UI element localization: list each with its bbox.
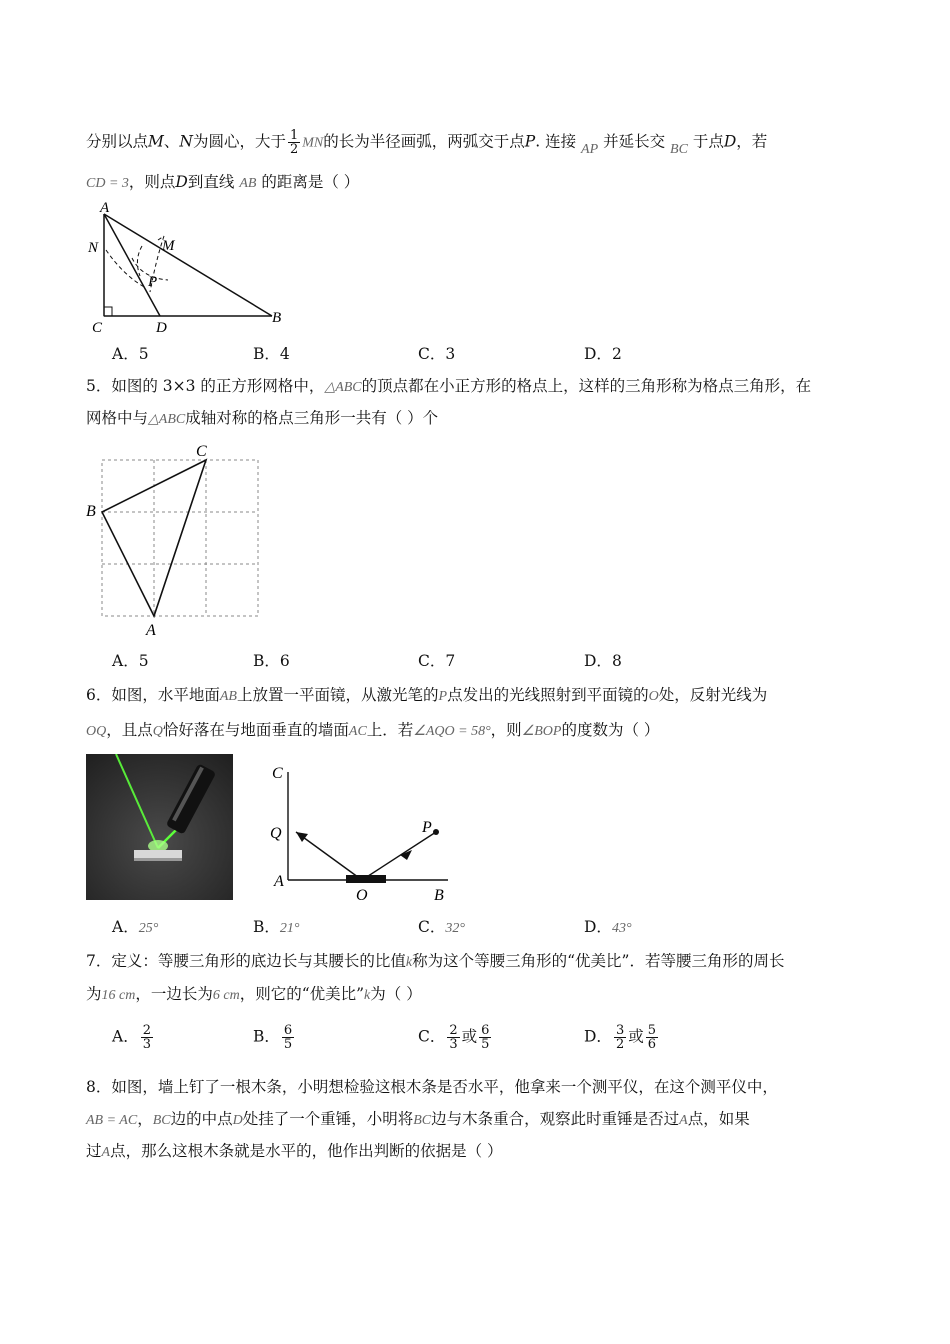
q6-reflection-diagram bbox=[266, 754, 466, 904]
text: 称为这个等腰三角形的“优美比”．若等腰三角形的周长 bbox=[412, 952, 785, 970]
mirror bbox=[346, 875, 386, 883]
math-A: A bbox=[679, 1113, 688, 1128]
math-AP: AP bbox=[581, 141, 599, 157]
math-angle-BOP: ∠BOP bbox=[521, 724, 562, 739]
var-P: P bbox=[524, 132, 536, 151]
math-O: O bbox=[648, 689, 659, 704]
var-M: M bbox=[148, 132, 164, 151]
q6-option-b[interactable]: B．21° bbox=[253, 918, 300, 936]
text: 为 bbox=[86, 985, 102, 1003]
math-perimeter: 16 cm bbox=[101, 988, 136, 1003]
math-k: k bbox=[405, 955, 413, 970]
label-P: P bbox=[148, 274, 158, 290]
q4-option-b[interactable]: B．4 bbox=[253, 345, 290, 363]
q5-option-b[interactable]: B．6 bbox=[253, 652, 290, 670]
var-D: D bbox=[723, 132, 737, 151]
side-AB bbox=[104, 214, 272, 316]
segment-AD bbox=[104, 214, 160, 316]
text: ，且点 bbox=[106, 721, 153, 739]
math-angle-AQO: ∠AQO = 58° bbox=[413, 724, 491, 739]
label-M: M bbox=[162, 238, 175, 254]
text: 为（ ） bbox=[370, 985, 422, 1003]
text: ，则 bbox=[490, 721, 522, 739]
q7-line-2 bbox=[86, 983, 422, 1007]
q5-option-c[interactable]: C．7 bbox=[418, 652, 456, 670]
text: 、 bbox=[163, 132, 180, 151]
q4-triangle-figure bbox=[80, 200, 295, 340]
math-D: D bbox=[232, 1113, 243, 1128]
math-condition: CD = 3 bbox=[86, 176, 129, 191]
label-O: O bbox=[356, 887, 368, 904]
math-condition: AB = AC bbox=[86, 1113, 138, 1128]
text: 上．若 bbox=[366, 721, 414, 739]
q8-line-1 bbox=[86, 1076, 778, 1098]
q7-option-d[interactable]: D． $\frac{3}{2}$ 或 $\frac{5}{6}$ bbox=[584, 1023, 657, 1052]
q5-option-d[interactable]: D．8 bbox=[584, 652, 622, 670]
right-angle-mark bbox=[104, 307, 112, 316]
text: ，则点 bbox=[128, 173, 176, 191]
math-A: A bbox=[101, 1145, 111, 1160]
arc-from-A bbox=[137, 246, 142, 276]
text: 点发出的光线照射到平面镜的 bbox=[447, 686, 649, 704]
text: 并延长交 bbox=[603, 132, 666, 151]
text: 过 bbox=[86, 1142, 102, 1160]
text: 边与木条重合，观察此时重锤是否过 bbox=[431, 1110, 680, 1128]
math-BC: BC bbox=[413, 1113, 432, 1128]
text: 为圆心，大于 bbox=[192, 132, 286, 151]
label-N: N bbox=[88, 240, 99, 256]
label-A: A bbox=[100, 200, 110, 216]
var-N: N bbox=[179, 132, 193, 151]
q5-line-1 bbox=[86, 375, 811, 399]
label-B: B bbox=[272, 310, 282, 326]
text: 处，反射光线为 bbox=[658, 686, 768, 704]
q7-option-c[interactable]: C． $\frac{2}{3}$ 或 $\frac{6}{5}$ bbox=[418, 1023, 490, 1052]
text: 的长为半径画弧，两弧交于点 bbox=[323, 132, 525, 151]
laser-mirror-photo bbox=[86, 754, 233, 900]
q5-option-a[interactable]: A．5 bbox=[112, 652, 149, 670]
q7-line-1 bbox=[86, 950, 784, 974]
label-B: B bbox=[86, 503, 96, 520]
math-side: 6 cm bbox=[212, 988, 240, 1003]
ray-PO bbox=[362, 832, 436, 880]
q6-option-d[interactable]: D．43° bbox=[584, 918, 632, 936]
label-C: C bbox=[92, 320, 103, 336]
text: 的顶点都在小正方形的格点上，这样的三角形称为格点三角形，在 bbox=[361, 377, 812, 395]
text: 分别以点 bbox=[86, 132, 149, 151]
q4-line-1 bbox=[86, 129, 767, 156]
text: 边的中点 bbox=[170, 1110, 233, 1128]
q6-option-c[interactable]: C．32° bbox=[418, 918, 465, 936]
math-BC: BC bbox=[670, 141, 688, 157]
math-triangle: △ABC bbox=[324, 380, 362, 395]
math-OQ: OQ bbox=[86, 724, 107, 739]
q8-line-2 bbox=[86, 1108, 750, 1132]
label-C: C bbox=[272, 765, 283, 782]
label-A: A bbox=[274, 873, 284, 890]
text: 8．如图，墙上钉了一根木条，小明想检验这根木条是否水平，他拿来一个测平仪，在这个测平仪中， bbox=[86, 1078, 778, 1096]
q8-line-3 bbox=[86, 1140, 503, 1164]
fraction-one-half: $\frac{1}{2}$ bbox=[289, 128, 299, 157]
q4-option-d[interactable]: D．2 bbox=[584, 345, 622, 363]
math-k: k bbox=[364, 988, 371, 1003]
text: 恰好落在与地面垂直的墙面 bbox=[162, 721, 349, 739]
math-AB: AB bbox=[219, 689, 237, 704]
label-B: B bbox=[434, 887, 444, 904]
text: 的度数为（ ） bbox=[561, 721, 660, 739]
math-MN: MN bbox=[302, 135, 324, 151]
text: . 连接 bbox=[535, 132, 577, 151]
math-BC: BC bbox=[152, 1113, 171, 1128]
math-triangle: △ABC bbox=[148, 412, 186, 427]
math-Q: Q bbox=[152, 724, 163, 739]
text: ，一边长为 bbox=[135, 985, 213, 1003]
text: 处挂了一个重锤，小明将 bbox=[242, 1110, 414, 1128]
label-A: A bbox=[146, 622, 156, 639]
q6-line-2 bbox=[86, 719, 659, 743]
point-P bbox=[433, 829, 439, 835]
q6-option-a[interactable]: A．25° bbox=[112, 918, 159, 936]
q4-option-c[interactable]: C．3 bbox=[418, 345, 456, 363]
text: 上放置一平面镜，从激光笔的 bbox=[236, 686, 439, 704]
text: 5．如图的 3×3 的正方形网格中， bbox=[86, 377, 325, 395]
label-P: P bbox=[422, 819, 432, 836]
text: ，若 bbox=[736, 132, 768, 151]
math-AC: AC bbox=[348, 724, 367, 739]
q4-line-2 bbox=[86, 171, 359, 195]
label-Q: Q bbox=[270, 825, 282, 842]
text: 网格中与 bbox=[86, 409, 149, 427]
text: 于点 bbox=[692, 132, 724, 151]
q7-option-a[interactable]: A． $\frac{2}{3}$ bbox=[112, 1023, 151, 1052]
q4-option-a[interactable]: A．5 bbox=[112, 345, 149, 363]
var-D: D bbox=[175, 173, 188, 191]
text: ， bbox=[137, 1110, 153, 1128]
q5-line-2 bbox=[86, 407, 438, 431]
math-AB: AB bbox=[239, 176, 257, 191]
text: 6．如图，水平地面 bbox=[86, 686, 220, 704]
text: 的距离是（ ） bbox=[261, 173, 360, 191]
q5-grid-figure bbox=[80, 438, 270, 643]
label-C: C bbox=[196, 443, 207, 460]
text: ，则它的“优美比” bbox=[239, 985, 365, 1003]
text: 点，如果 bbox=[687, 1110, 750, 1128]
arrow-head-Q bbox=[296, 832, 308, 842]
arc-from-N bbox=[106, 250, 146, 288]
q6-line-1 bbox=[86, 684, 767, 708]
label-D: D bbox=[156, 320, 167, 336]
text: 到直线 bbox=[187, 173, 235, 191]
ray-OQ bbox=[296, 832, 362, 880]
text: 点，那么这根木条就是水平的，他作出判断的依据是（ ） bbox=[110, 1142, 503, 1160]
q7-option-b[interactable]: B． $\frac{6}{5}$ bbox=[253, 1023, 293, 1052]
math-P: P bbox=[438, 689, 448, 704]
text: 成轴对称的格点三角形一共有（ ）个 bbox=[185, 409, 439, 427]
text: 7．定义：等腰三角形的底边长与其腰长的比值 bbox=[86, 952, 406, 970]
